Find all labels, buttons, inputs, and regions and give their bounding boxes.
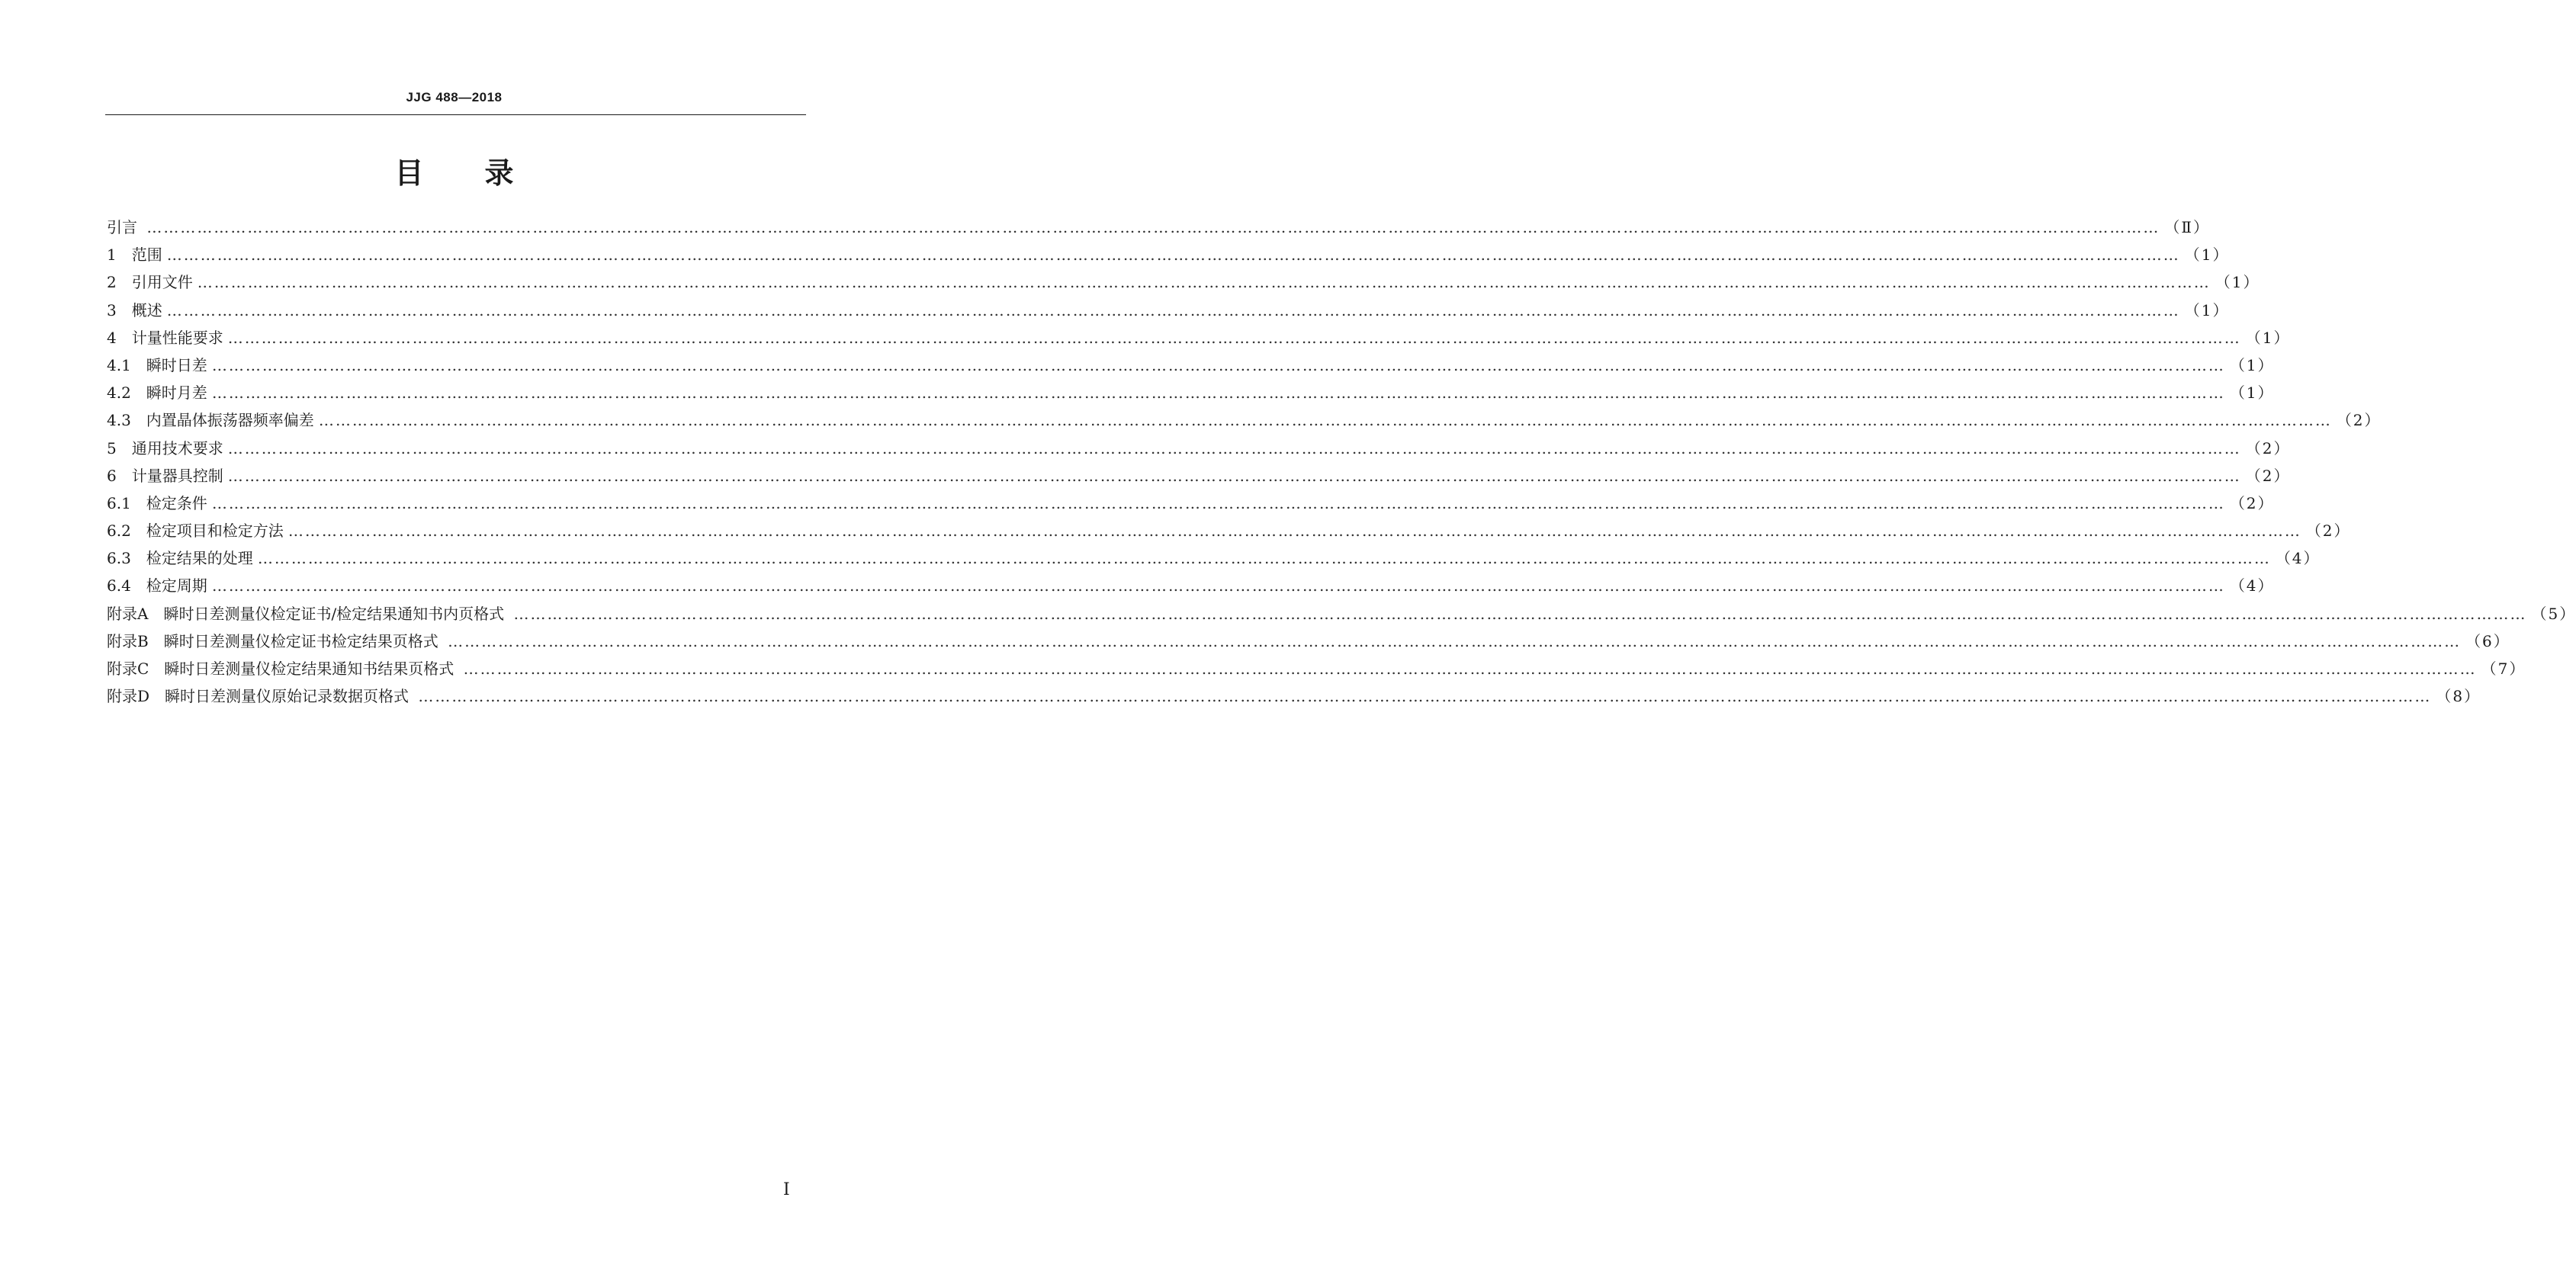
toc-leader-dots: ……………………………………………………………………………………………………………………………………………………………………………………………………………………………………………………………………………………………………………………………… [227,438,2241,457]
toc-entry-label: 6.4 检定周期 [107,576,207,595]
toc-leader-dots: ……………………………………………………………………………………………………………………………………………………………………………………………………………………………………………………………………………………………………………………………… [318,411,2332,430]
toc-entry[interactable] [107,241,2230,268]
toc-entry-label: 4.3 内置晶体振荡器频率偏差 [107,411,314,430]
toc-entry-label: 附录B 瞬时日差测量仪检定证书检定结果页格式 [107,631,444,650]
toc-entry[interactable] [107,351,2275,379]
header-divider [105,114,806,115]
toc-entry-label: 6.2 检定项目和检定方法 [107,522,284,541]
toc-entry-label: 4 计量性能要求 [107,328,223,347]
toc-entry-page: （2） [2245,438,2291,457]
toc-entry[interactable] [107,213,2210,241]
toc-entry-page: （1） [2245,328,2291,347]
running-header: JJG 488—2018 [406,90,503,104]
toc-entry-label: 6.1 检定条件 [107,493,207,512]
toc-leader-dots: ……………………………………………………………………………………………………………………………………………………………………………………………………………………………………………………………………………………………………………………………… [166,300,2180,319]
toc-leader-dots: ……………………………………………………………………………………………………………………………………………………………………………………………………………………………………………………………………………………………………………………………… [257,549,2271,568]
toc-leader-dots: ……………………………………………………………………………………………………………………………………………………………………………………………………………………………………………………………………………………………………………………………… [146,218,2160,236]
toc-entry-page: （7） [2481,660,2526,678]
toc-entry-page: （4） [2275,549,2321,568]
toc-entry-page: （2） [2336,411,2382,430]
toc-entry-label: 6 计量器具控制 [107,466,223,485]
toc-leader-dots: ……………………………………………………………………………………………………………………………………………………………………………………………………………………………………………………………………………………………………………………………… [211,493,2225,512]
toc-entry-page: （5） [2531,604,2576,623]
toc-leader-dots: ……………………………………………………………………………………………………………………………………………………………………………………………………………………………………………………………………………………………………………………………… [418,687,2432,706]
toc-entry-page: （1） [2184,246,2230,265]
toc-entry-page: （Ⅱ） [2164,218,2210,236]
toc-entry-page: （1） [2229,355,2275,374]
table-of-contents [107,213,2576,710]
toc-leader-dots: ……………………………………………………………………………………………………………………………………………………………………………………………………………………………………………………………………………………………………………………………… [463,660,2477,678]
toc-entry[interactable] [107,655,2526,682]
toc-entry-page: （2） [2245,466,2291,485]
toc-entry-label: 引言 [107,218,143,236]
toc-entry[interactable] [107,517,2351,544]
toc-leader-dots: ……………………………………………………………………………………………………………………………………………………………………………………………………………………………………………………………………………………………………………………………… [166,246,2180,265]
toc-entry[interactable] [107,324,2291,351]
toc-leader-dots: ……………………………………………………………………………………………………………………………………………………………………………………………………………………………………………………………………………………………………………………………… [197,273,2211,292]
toc-entry-page: （1） [2184,300,2230,319]
toc-leader-dots: ……………………………………………………………………………………………………………………………………………………………………………………………………………………………………………………………………………………………………………………………… [448,631,2462,650]
toc-entry-page: （2） [2305,522,2351,541]
toc-entry-page: （8） [2436,687,2481,706]
toc-entry-page: （4） [2229,576,2275,595]
toc-entry[interactable] [107,628,2510,655]
toc-entry-label: 6.3 检定结果的处理 [107,549,253,568]
toc-entry-page: （2） [2229,493,2275,512]
toc-leader-dots: ……………………………………………………………………………………………………………………………………………………………………………………………………………………………………………………………………………………………………………………………… [211,355,2225,374]
toc-entry-page: （6） [2465,631,2510,650]
toc-entry[interactable] [107,462,2291,490]
toc-entry[interactable] [107,435,2291,462]
toc-entry-label: 4.1 瞬时日差 [107,355,207,374]
toc-entry-label: 附录C 瞬时日差测量仪检定结果通知书结果页格式 [107,660,459,678]
toc-entry[interactable] [107,406,2382,434]
toc-leader-dots: ……………………………………………………………………………………………………………………………………………………………………………………………………………………………………………………………………………………………………………………………… [513,604,2527,623]
toc-entry[interactable] [107,297,2230,324]
toc-leader-dots: ……………………………………………………………………………………………………………………………………………………………………………………………………………………………………………………………………………………………………………………………… [211,576,2225,595]
toc-entry-label: 1 范围 [107,246,162,265]
toc-entry[interactable] [107,544,2321,572]
toc-entry-label: 4.2 瞬时月差 [107,384,207,403]
toc-entry-label: 3 概述 [107,300,162,319]
toc-entry[interactable] [107,379,2275,406]
toc-leader-dots: ……………………………………………………………………………………………………………………………………………………………………………………………………………………………………………………………………………………………………………………………… [211,384,2225,403]
toc-entry[interactable] [107,572,2275,599]
toc-entry-label: 附录D 瞬时日差测量仪原始记录数据页格式 [107,687,414,706]
toc-entry-label: 2 引用文件 [107,273,193,292]
page-title: 目录 [394,156,575,190]
toc-entry-page: （1） [2215,273,2260,292]
toc-leader-dots: ……………………………………………………………………………………………………………………………………………………………………………………………………………………………………………………………………………………………………………………………… [227,328,2241,347]
toc-leader-dots: ……………………………………………………………………………………………………………………………………………………………………………………………………………………………………………………………………………………………………………………………… [227,466,2241,485]
toc-entry-page: （1） [2229,384,2275,403]
toc-entry-label: 5 通用技术要求 [107,438,223,457]
toc-entry[interactable] [107,490,2275,517]
toc-leader-dots: ……………………………………………………………………………………………………………………………………………………………………………………………………………………………………………………………………………………………………………………………… [287,522,2301,541]
toc-entry[interactable] [107,682,2481,710]
toc-entry[interactable] [107,268,2260,296]
toc-entry[interactable] [107,600,2576,628]
toc-entry-label: 附录A 瞬时日差测量仪检定证书/检定结果通知书内页格式 [107,604,509,623]
page-number: Ⅰ [783,1180,790,1199]
